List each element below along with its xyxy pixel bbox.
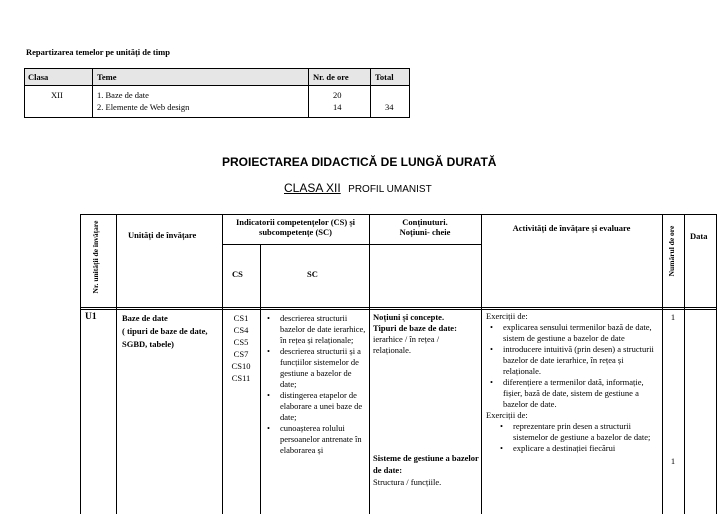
header-indicatori <box>222 217 369 237</box>
activities <box>486 311 660 454</box>
unit-number: U1 <box>85 312 97 322</box>
header-continuturi-line2: Noțiuni- cheie <box>399 227 451 237</box>
header-indicatori-line1: Indicatorii competențelor (CS) și <box>235 217 356 227</box>
header-sc: SC <box>307 269 318 279</box>
content-bottom-bold: Sisteme de gestiune a bazelor de date: <box>373 453 479 475</box>
cs-item: CS11 <box>231 373 251 383</box>
cell-ore-1: 20 <box>333 90 342 100</box>
content-top-bold: Noțiuni și concepte. Tipuri de baze de date: <box>373 312 457 333</box>
activity-item: • explicare a destinației fiecărui <box>496 443 660 454</box>
sc-item: • distingerea etapelor de elaborare a unei baze de date; <box>263 390 367 423</box>
activities-label-1: Exerciții de: <box>486 311 528 321</box>
cell-tema-2: 2. Elemente de Web design <box>97 102 190 112</box>
content-bottom-text: Structura / funcțiile. <box>373 477 442 487</box>
header-numarul-ore: Numărul de ore <box>667 225 676 277</box>
header-clasa: Clasa <box>28 72 49 82</box>
cell-clasa: XII <box>51 90 63 100</box>
header-data: Data <box>690 231 708 241</box>
header-indicatori-line2: subcompetențe (SC) <box>259 227 332 237</box>
header-continuturi <box>369 217 481 237</box>
cell-tema-1: 1. Baze de date <box>97 90 149 100</box>
content-top <box>373 312 479 356</box>
sc-item: • cunoașterea rolului persoanelor antrenate în elaborarea și <box>263 423 367 456</box>
cs-item: CS5 <box>233 337 249 347</box>
header-total: Total <box>375 72 394 82</box>
class-title: CLASA XII <box>284 181 341 195</box>
activities-list-2 <box>486 421 660 454</box>
cs-item: CS10 <box>231 361 251 371</box>
header-nr-ore: Nr. de ore <box>313 72 349 82</box>
activity-item: • reprezentare prin desen a structurii sistemelor de gestiune a bazelor de date; <box>496 421 660 443</box>
header-continuturi-line1: Conținuturi. <box>402 217 448 227</box>
profile-title: PROFIL UMANIST <box>348 184 432 195</box>
activity-item: • introducere intuitivă (prin desen) a structurii bazelor de date ierarhice, în rețea și relaționale. <box>486 344 660 377</box>
activity-item: • explicarea sensului termenilor bază de date, sistem de gestiune a bazelor de date <box>486 322 660 344</box>
header-nr-unitati: Nr. unității de învățare <box>91 220 100 294</box>
table-header-row <box>25 69 409 86</box>
activities-label-2: Exerciții de: <box>486 410 528 420</box>
plan-title: PROIECTAREA DIDACTICĂ DE LUNGĂ DURATĂ <box>222 155 497 169</box>
cell-total: 34 <box>385 102 394 112</box>
header-unitati: Unități de învățare <box>128 230 197 240</box>
cs-item: CS1 <box>233 313 249 323</box>
cs-item: CS4 <box>233 325 249 335</box>
hours-1: 1 <box>670 312 676 322</box>
header-teme: Teme <box>97 72 117 82</box>
cs-list <box>222 312 260 384</box>
cs-item: CS7 <box>233 349 249 359</box>
activity-item: • diferențiere a termenilor dată, informație, fișier, bază de date, sistem de gestiune a bazelor de date. <box>486 377 660 410</box>
content-bottom <box>373 452 479 488</box>
class-profile-title <box>284 179 432 197</box>
activities-list-1 <box>486 322 660 410</box>
content-top-text: ierarhice / în rețea / relaționale. <box>373 334 440 355</box>
header-cs: CS <box>232 269 243 279</box>
unit-title: Baze de date ( tipuri de baze de date, SGBD, tabele) <box>122 313 208 349</box>
time-distribution-table <box>24 68 410 118</box>
cell-ore-2: 14 <box>333 102 342 112</box>
section-title: Repartizarea temelor pe unități de timp <box>26 47 170 57</box>
hours-2: 1 <box>670 456 676 466</box>
sc-list <box>263 313 367 456</box>
header-activitati: Activități de învățare și evaluare <box>512 223 631 233</box>
sc-item: • descrierea structurii și a funcțiilor sistemelor de gestiune a bazelor de date; <box>263 346 367 390</box>
sc-item: • descrierea structurii bazelor de date ierarhice, în rețea și relaționale; <box>263 313 367 346</box>
